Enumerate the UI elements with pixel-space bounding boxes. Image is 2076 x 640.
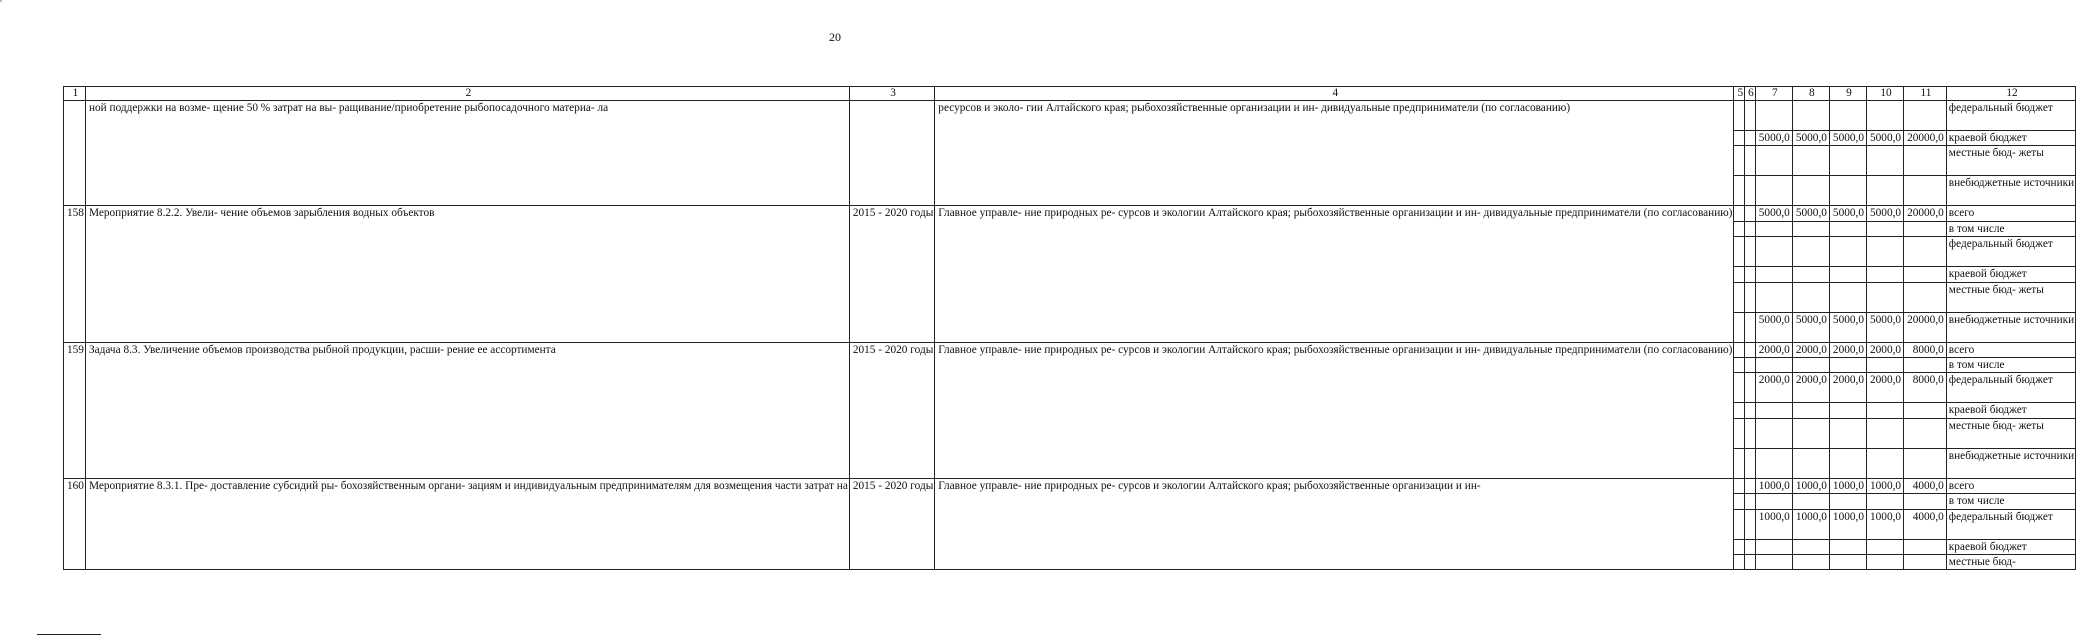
funding-source: в том числе (1946, 494, 2075, 509)
total-value (1904, 221, 1947, 236)
year-value (1867, 555, 1904, 570)
year-cell-empty (1745, 131, 1756, 146)
funding-source: местные бюд- жеты (1946, 418, 2075, 448)
year-cell-empty (1734, 448, 1745, 478)
year-value (1829, 448, 1866, 478)
year-value (1792, 237, 1829, 267)
table-row-160 (64, 478, 2076, 493)
year-value (1792, 267, 1829, 282)
total-value (1904, 358, 1947, 373)
row-number: 158 (64, 206, 86, 342)
funding-source: местные бюд- жеты (1946, 282, 2075, 312)
year-value (1755, 176, 1792, 206)
year-value (1755, 146, 1792, 176)
year-value (1792, 282, 1829, 312)
year-value (1792, 418, 1829, 448)
year-value (1755, 539, 1792, 554)
year-cell-empty (1734, 221, 1745, 236)
total-value: 8000,0 (1904, 342, 1947, 357)
year-value: 2000,0 (1755, 342, 1792, 357)
total-value (1904, 555, 1947, 570)
year-value: 5000,0 (1755, 131, 1792, 146)
total-value (1904, 237, 1947, 267)
year-value: 5000,0 (1829, 312, 1866, 342)
funding-source: краевой бюджет (1946, 403, 2075, 418)
year-cell-empty (1745, 418, 1756, 448)
total-value (1904, 448, 1947, 478)
year-value (1792, 494, 1829, 509)
year-value (1792, 176, 1829, 206)
year-cell-empty (1745, 509, 1756, 539)
program-measures-table (63, 86, 2076, 570)
column-header: 3 (849, 87, 934, 101)
responsible-executors: Главное управле- ние природных ре- сурсов и экологии Алтайского края; рыбохозяйственные организации и ин- дивидуальные предприниматели (по согласованию) (935, 342, 1734, 478)
column-header: 7 (1755, 87, 1792, 101)
total-value (1904, 403, 1947, 418)
year-cell-empty (1745, 403, 1756, 418)
funding-source: внебюджетные источники (1946, 176, 2075, 206)
year-value: 1000,0 (1867, 509, 1904, 539)
year-value (1755, 221, 1792, 236)
funding-source: местные бюд- (1946, 555, 2075, 570)
year-cell-empty (1745, 342, 1756, 357)
year-value: 1000,0 (1829, 478, 1866, 493)
year-cell-empty (1734, 101, 1745, 131)
year-value: 1000,0 (1867, 478, 1904, 493)
year-value (1867, 539, 1904, 554)
table-row-158 (64, 206, 2076, 221)
funding-source: внебюджетные источники (1946, 448, 2075, 478)
year-cell-empty (1745, 146, 1756, 176)
funding-source: федеральный бюджет (1946, 237, 2075, 267)
column-header: 6 (1745, 87, 1756, 101)
row-number: 159 (64, 342, 86, 478)
year-value: 2000,0 (1867, 342, 1904, 357)
funding-source: в том числе (1946, 358, 2075, 373)
year-value (1867, 494, 1904, 509)
year-value (1867, 403, 1904, 418)
total-value: 20000,0 (1904, 131, 1947, 146)
year-value: 2000,0 (1829, 373, 1866, 403)
year-cell-empty (1734, 539, 1745, 554)
year-cell-empty (1734, 206, 1745, 221)
year-cell-empty (1734, 176, 1745, 206)
table-row-159 (64, 342, 2076, 357)
total-value: 20000,0 (1904, 312, 1947, 342)
measure-name: ной поддержки на возме- щение 50 % затрат на вы- ращивание/приобретение рыбопосадочного материа- ла (85, 101, 849, 206)
column-header: 11 (1904, 87, 1947, 101)
year-cell-empty (1745, 206, 1756, 221)
year-value: 2000,0 (1867, 373, 1904, 403)
funding-source: всего (1946, 342, 2075, 357)
year-value (1755, 418, 1792, 448)
funding-source: всего (1946, 478, 2075, 493)
year-value: 5000,0 (1867, 312, 1904, 342)
measure-name: Мероприятие 8.2.2. Увели- чение объемов зарыбления водных объектов (85, 206, 849, 342)
responsible-executors: Главное управле- ние природных ре- сурсов и экологии Алтайского края; рыбохозяйственные организации и ин- (935, 478, 1734, 570)
year-value (1829, 358, 1866, 373)
funding-source: федеральный бюджет (1946, 509, 2075, 539)
year-value (1792, 448, 1829, 478)
year-cell-empty (1734, 403, 1745, 418)
year-cell-empty (1745, 478, 1756, 493)
funding-source: внебюджетные источники (1946, 312, 2075, 342)
total-value (1904, 539, 1947, 554)
total-value (1904, 101, 1947, 131)
year-cell-empty (1734, 555, 1745, 570)
year-value (1792, 221, 1829, 236)
row-number (64, 101, 86, 206)
year-cell-empty (1745, 555, 1756, 570)
column-header: 10 (1867, 87, 1904, 101)
funding-source: всего (1946, 206, 2075, 221)
year-value (1867, 221, 1904, 236)
funding-source: краевой бюджет (1946, 539, 2075, 554)
year-value: 1000,0 (1755, 478, 1792, 493)
year-value (1755, 448, 1792, 478)
table-header-row (64, 87, 2076, 101)
column-header: 12 (1946, 87, 2075, 101)
page-number: 20 (829, 30, 841, 44)
year-value (1867, 418, 1904, 448)
year-cell-empty (1745, 312, 1756, 342)
total-value (1904, 176, 1947, 206)
measure-name: Задача 8.3. Увеличение объемов производства рыбной продукции, расши- рение ее ассортимента (85, 342, 849, 478)
year-cell-empty (1734, 494, 1745, 509)
year-cell-empty (1745, 358, 1756, 373)
total-value (1904, 282, 1947, 312)
year-value (1829, 146, 1866, 176)
year-value: 1000,0 (1829, 509, 1866, 539)
year-value (1829, 403, 1866, 418)
year-value (1867, 267, 1904, 282)
column-header: 1 (64, 87, 86, 101)
year-cell-empty (1745, 267, 1756, 282)
year-value (1867, 237, 1904, 267)
year-value (1829, 101, 1866, 131)
year-cell-empty (1734, 478, 1745, 493)
year-value: 2000,0 (1792, 342, 1829, 357)
year-value (1829, 176, 1866, 206)
year-cell-empty (1745, 282, 1756, 312)
year-cell-empty (1745, 176, 1756, 206)
year-value: 2000,0 (1755, 373, 1792, 403)
year-value: 5000,0 (1792, 312, 1829, 342)
year-value: 5000,0 (1829, 206, 1866, 221)
total-value (1904, 146, 1947, 176)
funding-source: краевой бюджет (1946, 267, 2075, 282)
year-value: 5000,0 (1755, 206, 1792, 221)
year-value (1829, 237, 1866, 267)
table-row-continued (64, 101, 2076, 131)
year-value: 1000,0 (1792, 478, 1829, 493)
year-value (1829, 267, 1866, 282)
implementation-period: 2015 - 2020 годы (849, 478, 934, 570)
column-header: 9 (1829, 87, 1866, 101)
funding-source: местные бюд- жеты (1946, 146, 2075, 176)
year-value (1755, 494, 1792, 509)
year-cell-empty (1734, 131, 1745, 146)
year-value (1755, 555, 1792, 570)
year-value (1867, 358, 1904, 373)
funding-source: федеральный бюджет (1946, 373, 2075, 403)
year-cell-empty (1745, 221, 1756, 236)
year-value: 2000,0 (1829, 342, 1866, 357)
year-cell-empty (1745, 448, 1756, 478)
year-value (1867, 176, 1904, 206)
year-cell-empty (1734, 358, 1745, 373)
funding-source: краевой бюджет (1946, 131, 2075, 146)
year-value (1755, 237, 1792, 267)
total-value: 4000,0 (1904, 478, 1947, 493)
year-value: 1000,0 (1755, 509, 1792, 539)
year-value: 5000,0 (1792, 131, 1829, 146)
year-value (1792, 101, 1829, 131)
year-value (1792, 146, 1829, 176)
implementation-period: 2015 - 2020 годы (849, 206, 934, 342)
year-value (1792, 358, 1829, 373)
year-value: 5000,0 (1867, 206, 1904, 221)
year-value (1792, 555, 1829, 570)
column-header: 5 (1734, 87, 1745, 101)
total-value (1904, 494, 1947, 509)
total-value: 20000,0 (1904, 206, 1947, 221)
year-cell-empty (1734, 282, 1745, 312)
year-value: 1000,0 (1792, 509, 1829, 539)
year-value: 5000,0 (1867, 131, 1904, 146)
total-value (1904, 418, 1947, 448)
year-value (1829, 494, 1866, 509)
year-value: 5000,0 (1755, 312, 1792, 342)
scan-corner-mark (0, 0, 2, 2)
year-value (1755, 267, 1792, 282)
row-number: 160 (64, 478, 86, 570)
year-cell-empty (1734, 342, 1745, 357)
year-cell-empty (1745, 101, 1756, 131)
year-value (1829, 555, 1866, 570)
year-value (1755, 282, 1792, 312)
column-header: 4 (935, 87, 1734, 101)
total-value (1904, 267, 1947, 282)
year-value (1829, 282, 1866, 312)
total-value: 8000,0 (1904, 373, 1947, 403)
year-value (1755, 101, 1792, 131)
year-cell-empty (1745, 539, 1756, 554)
year-cell-empty (1745, 237, 1756, 267)
column-header: 8 (1792, 87, 1829, 101)
year-cell-empty (1734, 373, 1745, 403)
year-value (1829, 539, 1866, 554)
year-value (1829, 221, 1866, 236)
total-value: 4000,0 (1904, 509, 1947, 539)
funding-source: в том числе (1946, 221, 2075, 236)
implementation-period: 2015 - 2020 годы (849, 342, 934, 478)
column-header: 2 (85, 87, 849, 101)
year-value (1792, 539, 1829, 554)
year-value (1867, 146, 1904, 176)
year-cell-empty (1745, 494, 1756, 509)
implementation-period (849, 101, 934, 206)
year-value (1867, 448, 1904, 478)
year-value: 2000,0 (1792, 373, 1829, 403)
year-value (1829, 418, 1866, 448)
year-cell-empty (1745, 373, 1756, 403)
year-value (1792, 403, 1829, 418)
funding-source: федеральный бюджет (1946, 101, 2075, 131)
year-value: 5000,0 (1792, 206, 1829, 221)
year-cell-empty (1734, 312, 1745, 342)
year-cell-empty (1734, 509, 1745, 539)
year-value: 5000,0 (1829, 131, 1866, 146)
year-cell-empty (1734, 418, 1745, 448)
year-value (1755, 358, 1792, 373)
responsible-executors: Главное управле- ние природных ре- сурсов и экологии Алтайского края; рыбохозяйственные организации и ин- дивидуальные предприниматели (по согласованию) (935, 206, 1734, 342)
year-value (1867, 282, 1904, 312)
measure-name: Мероприятие 8.3.1. Пре- доставление субсидий ры- бохозяйственным органи- зациям и индивидуальным предпринимателям для возмещения части затрат на (85, 478, 849, 570)
year-cell-empty (1734, 237, 1745, 267)
year-value (1867, 101, 1904, 131)
year-cell-empty (1734, 267, 1745, 282)
footnote-rule (37, 634, 101, 635)
responsible-executors: ресурсов и эколо- гии Алтайского края; рыбохозяйственные организации и ин- дивидуальные предприниматели (по согласованию) (935, 101, 1734, 206)
year-value (1755, 403, 1792, 418)
year-cell-empty (1734, 146, 1745, 176)
